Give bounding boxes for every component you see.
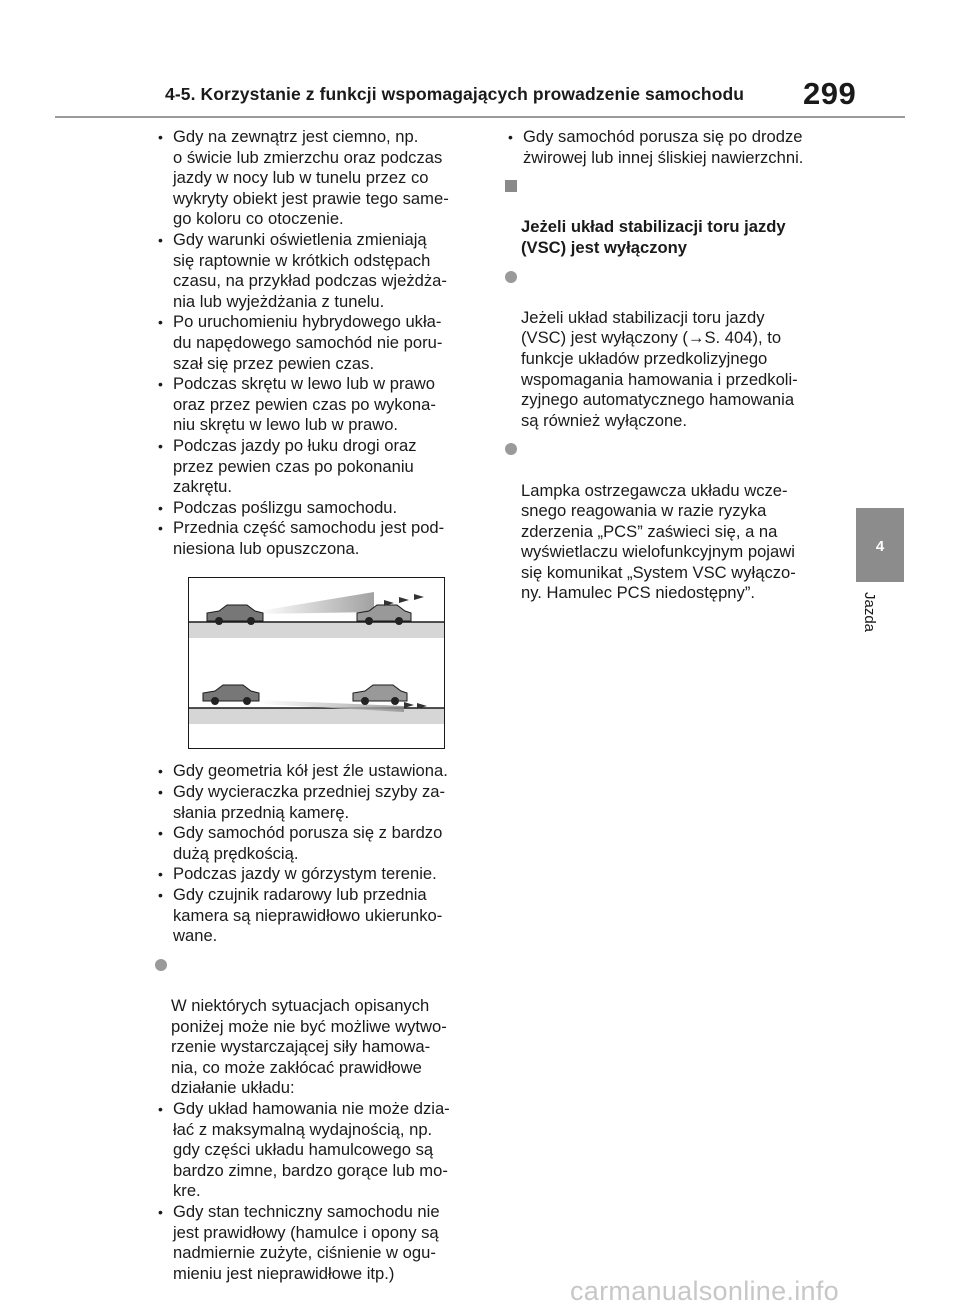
list-item: • Gdy na zewnątrz jest ciemno, np. o świcie lub zmierzchu oraz podczas jazdy w nocy lub w tunelu przez co wykryty obiekt jest prawie tego same- go koloru co otoczenie.	[155, 127, 480, 230]
section-heading	[505, 176, 845, 258]
list-item: • Gdy czujnik radarowy lub przednia kamera są nieprawidłowo ukierunko- wane.	[155, 885, 480, 947]
circle-bullet-icon	[505, 443, 517, 455]
bullet-list	[155, 761, 480, 946]
list-item: • Gdy geometria kół jest źle ustawiona.	[155, 761, 480, 782]
list-item: • Podczas jazdy po łuku drogi oraz przez pewien czas po pokonaniu zakrętu.	[155, 436, 480, 498]
list-item: • Po uruchomieniu hybrydowego ukła- du napędowego samochód nie poru- szał się przez pewien czas.	[155, 312, 480, 374]
list-item: • Gdy układ hamowania nie może dzia- łać z maksymalną wydajnością, np. gdy części układu hamulcowego są bardzo zimne, bardzo gorące lub mo- kre.	[155, 1099, 480, 1202]
bullet-list	[505, 127, 845, 168]
chapter-label-text: Jazda	[861, 592, 878, 633]
circle-paragraph	[505, 267, 845, 432]
heading-text: Jeżeli układ stabilizacji toru jazdy (VSC) jest wyłączony	[521, 217, 786, 257]
circle-bullet-icon	[155, 959, 167, 971]
square-bullet-icon	[505, 180, 517, 192]
list-item: • Podczas jazdy w górzystym terenie.	[155, 864, 480, 885]
header-divider	[55, 116, 905, 118]
paragraph-text: Jeżeli układ stabilizacji toru jazdy (VSC) jest wyłączony (→S. 404), to funkcje układów przedkolizyjnego wspomagania hamowania i przedkoli- zyjnego automatycznego hamowania są również wyłączone.	[521, 307, 798, 430]
list-item: • Podczas skrętu w lewo lub w prawo oraz przez pewien czas po wykona- niu skrętu w lewo lub w prawo.	[155, 374, 480, 436]
watermark: carmanualsonline.info	[570, 1276, 839, 1306]
bullet-list	[155, 127, 480, 559]
list-item: • Gdy wycieraczka przedniej szyby za- słania przednią kamerę.	[155, 782, 480, 823]
circle-paragraph	[155, 955, 480, 1099]
list-item: • Gdy samochód porusza się po drodze żwirowej lub innej śliskiej nawierzchni.	[505, 127, 845, 168]
chapter-title: 4-5. Korzystanie z funkcji wspomagających prowadzenie samochodu	[165, 84, 745, 104]
radar-diagram-graphic	[189, 578, 445, 749]
list-item: • Przednia część samochodu jest pod- niesiona lub opuszczona.	[155, 518, 480, 559]
chapter-label	[861, 592, 890, 652]
list-item: • Podczas poślizgu samochodu.	[155, 498, 480, 519]
page-number: 299	[803, 76, 857, 111]
radar-illustration	[188, 577, 445, 749]
chapter-number: 4	[875, 538, 885, 555]
list-item: • Gdy samochód porusza się z bardzo dużą prędkością.	[155, 823, 480, 864]
paragraph-text: Lampka ostrzegawcza układu wcze- snego reagowania w razie ryzyka zderzenia „PCS” zaświeci się, a na wyświetlaczu wielofunkcyjnym pojawi się komunikat „System VSC wyłączo- ny. Hamulec PCS niedostępny”.	[521, 480, 796, 603]
paragraph-text: W niektórych sytuacjach opisanych poniżej może nie być możliwe wytwo- rzenie wystarczającej siły hamowa- nia, co może zakłócać prawidłowe działanie układu:	[171, 996, 447, 1098]
bullet-list	[155, 1099, 480, 1284]
left-column	[155, 127, 480, 1284]
list-item: • Gdy stan techniczny samochodu nie jest prawidłowy (hamulce i opony są nadmiernie zużyte, ciśnienie w ogu- mieniu jest nieprawidłowe itp.)	[155, 1202, 480, 1284]
right-column	[505, 127, 845, 604]
chapter-tab	[856, 508, 904, 582]
circle-bullet-icon	[505, 271, 517, 283]
circle-paragraph	[505, 439, 845, 604]
list-item: • Gdy warunki oświetlenia zmieniają się raptownie w krótkich odstępach czasu, na przykład podczas wjeżdża- nia lub wyjeżdżania z tunelu.	[155, 230, 480, 312]
